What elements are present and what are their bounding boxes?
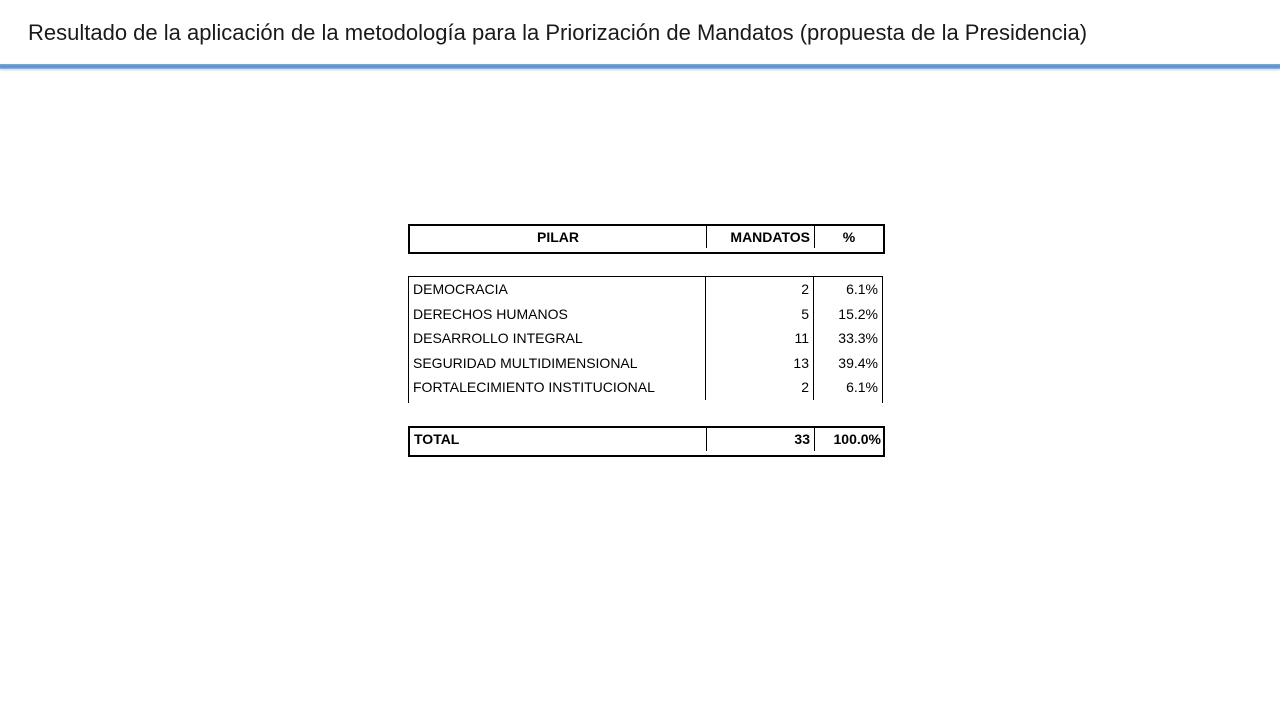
title-underline xyxy=(0,64,1280,69)
mandatos-cell: 13 xyxy=(705,351,813,376)
total-percent: 100.0% xyxy=(814,428,883,451)
slide-title: Resultado de la aplicación de la metodología para la Priorización de Mandatos (propuesta de la Presidencia) xyxy=(28,20,1088,45)
table-body xyxy=(408,276,883,403)
percent-cell: 33.3% xyxy=(813,326,882,351)
table-total xyxy=(408,426,885,457)
pilar-cell: DERECHOS HUMANOS xyxy=(413,305,568,322)
table-row xyxy=(409,326,882,351)
percent-cell: 15.2% xyxy=(813,302,882,327)
percent-cell: 6.1% xyxy=(813,375,882,400)
percent-cell: 6.1% xyxy=(813,277,882,302)
table-row xyxy=(409,302,882,327)
mandatos-cell: 2 xyxy=(705,277,813,302)
column-header-percent: % xyxy=(814,226,883,248)
table-header xyxy=(408,224,885,254)
table-row xyxy=(409,277,882,302)
mandatos-cell: 11 xyxy=(705,326,813,351)
column-header-mandatos: MANDATOS xyxy=(706,226,814,248)
pilar-cell: DEMOCRACIA xyxy=(413,281,508,297)
header-row xyxy=(410,226,883,248)
pilar-cell: FORTALECIMIENTO INSTITUCIONAL xyxy=(413,379,655,396)
mandatos-cell: 2 xyxy=(705,375,813,400)
mandatos-cell: 5 xyxy=(705,302,813,327)
table-row xyxy=(409,351,882,376)
total-mandatos: 33 xyxy=(706,428,814,451)
percent-cell: 39.4% xyxy=(813,351,882,376)
column-header-pilar: PILAR xyxy=(537,229,579,245)
total-row xyxy=(410,428,883,451)
pilar-cell: DESARROLLO INTEGRAL xyxy=(413,330,583,347)
total-label: TOTAL xyxy=(414,431,460,447)
table-row xyxy=(409,375,882,400)
pilar-cell: SEGURIDAD MULTIDIMENSIONAL xyxy=(413,354,638,371)
